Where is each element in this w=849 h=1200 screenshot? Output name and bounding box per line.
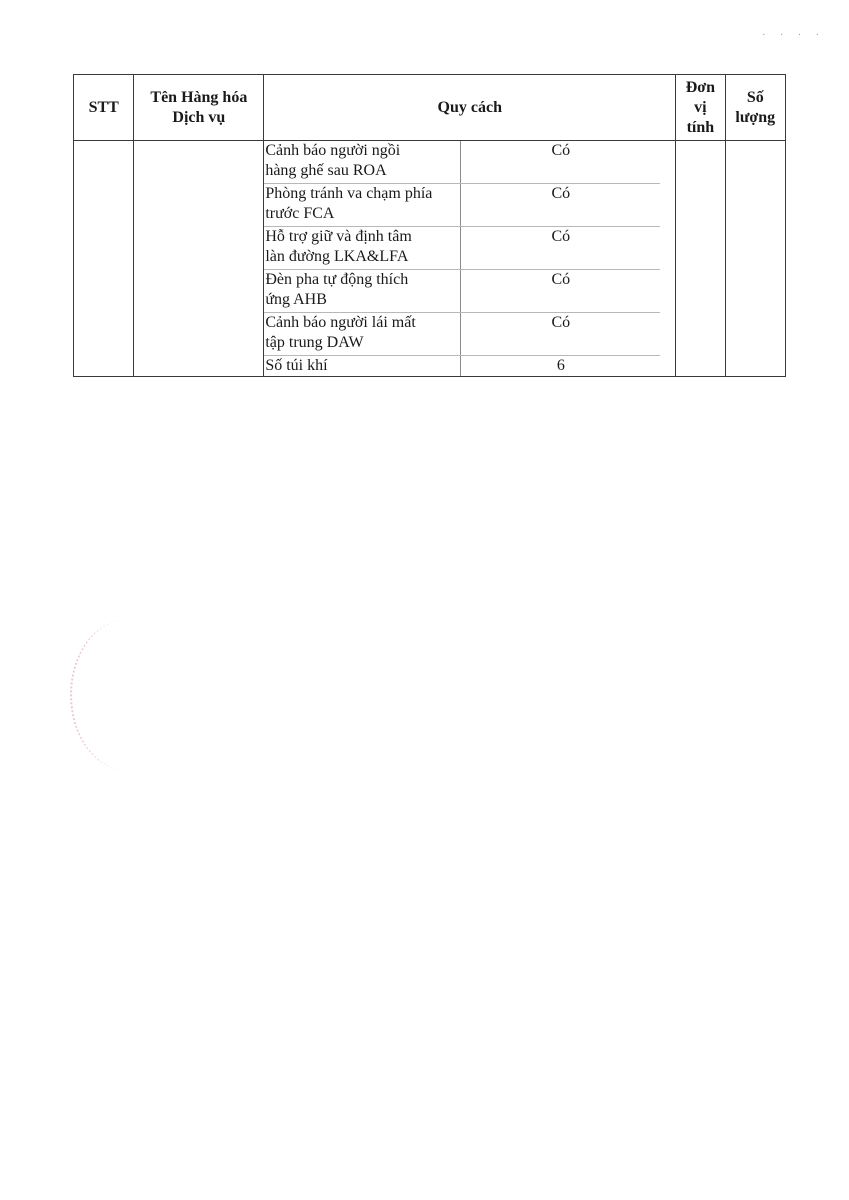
faded-stamp-mark <box>70 620 182 770</box>
spec-feature <box>264 184 461 227</box>
header-name-line1: Tên Hàng hóa <box>150 88 248 106</box>
cell-spec <box>264 141 676 377</box>
header-unit-line2: vị <box>694 98 707 116</box>
spec-feature-line2: tập trung DAW <box>265 334 364 351</box>
spec-feature <box>264 270 461 313</box>
header-qty <box>725 75 785 141</box>
spec-feature-line2: làn đường LKA&LFA <box>265 248 409 265</box>
spec-feature-line2: hàng ghế sau ROA <box>265 162 387 179</box>
spec-feature <box>264 356 461 377</box>
header-stt: STT <box>74 75 134 141</box>
header-qty-line2: lượng <box>735 108 776 126</box>
cell-unit <box>676 141 725 377</box>
spec-feature-line1: Phòng tránh va chạm phía <box>265 185 433 202</box>
spec-feature-line1: Hỗ trợ giữ và định tâm <box>265 228 412 245</box>
spec-row <box>264 141 660 184</box>
cell-name <box>134 141 264 377</box>
header-unit-line1: Đơn <box>685 78 716 96</box>
spec-feature-line1: Số túi khí <box>265 357 328 374</box>
spec-row <box>264 227 660 270</box>
table-header-row <box>74 75 786 141</box>
header-qty-line1: Số <box>746 88 764 106</box>
spec-value: 6 <box>556 357 565 374</box>
spec-feature-line1: Đèn pha tự động thích <box>265 271 409 288</box>
spec-value: Có <box>461 227 661 270</box>
spec-feature-line2: ứng AHB <box>265 291 327 308</box>
spec-feature-line1: Cảnh báo người lái mất <box>265 314 416 331</box>
header-unit <box>676 75 725 141</box>
spec-row <box>264 270 660 313</box>
header-name-line2: Dịch vụ <box>172 108 226 126</box>
spec-inner-table <box>264 141 660 376</box>
header-spec: Quy cách <box>264 75 676 141</box>
spec-value: Có <box>461 184 661 227</box>
spec-feature <box>264 313 461 356</box>
spec-value: Có <box>461 313 661 356</box>
spec-row <box>264 184 660 227</box>
spec-row <box>264 313 660 356</box>
scan-artifact-dots: · · · · <box>762 30 825 41</box>
header-unit-line3: tính <box>686 118 715 136</box>
cell-qty <box>725 141 785 377</box>
header-name <box>134 75 264 141</box>
table-row <box>74 141 786 377</box>
spec-value: Có <box>461 270 661 313</box>
spec-feature-line2: trước FCA <box>265 205 335 222</box>
spec-feature-line1: Cảnh báo người ngồi <box>265 142 401 159</box>
cell-stt <box>74 141 134 377</box>
spec-table <box>73 74 786 377</box>
spec-feature <box>264 141 461 184</box>
spec-row <box>264 356 660 377</box>
spec-value: Có <box>461 141 661 184</box>
spec-feature <box>264 227 461 270</box>
